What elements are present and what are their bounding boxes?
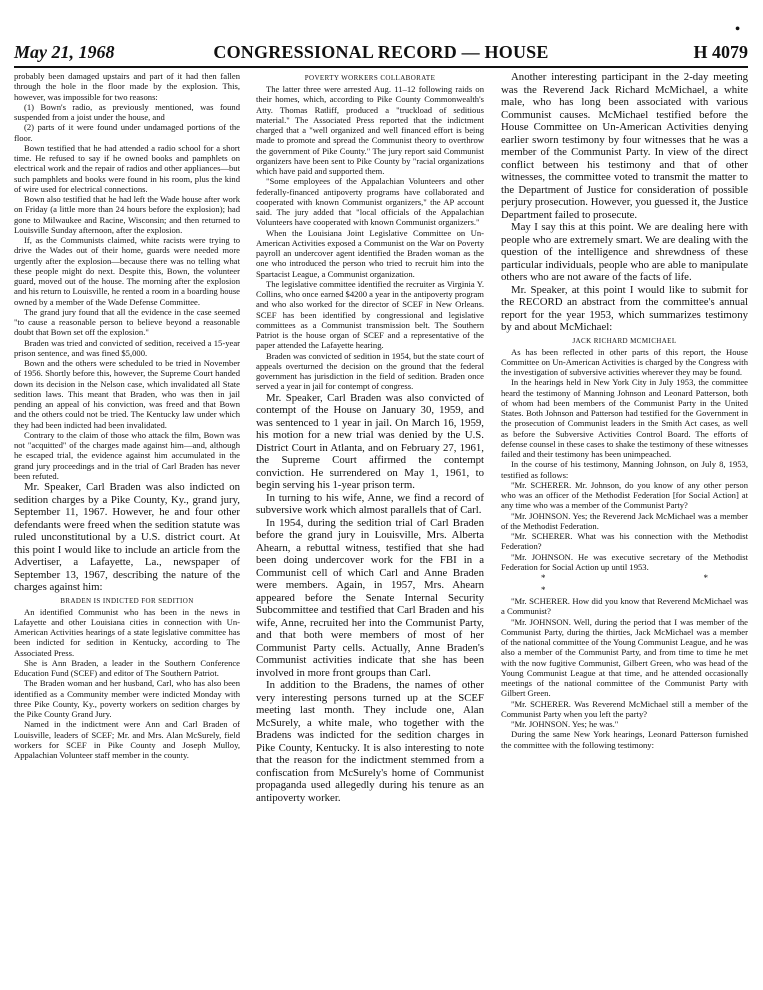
quote-paragraph: "Mr. SCHERER. Mr. Johnson, do you know of any other person who was an officer of the Methodist Federation [for Social Action] at any time who was a member of the Communist Party? [501, 479, 748, 511]
paragraph: She is Ann Braden, a leader in the Southern Conference Education Fund (SCEF) and editor of The Southern Patriot. [14, 657, 240, 678]
paragraph: Braden was convicted of sedition in 1954, but the state court of appeals overturned the decision on the ground that the federal government has jurisdiction in the field of sedition. Braden once served a year in jail for contempt of congress. [256, 350, 484, 392]
header-date: May 21, 1968 [14, 42, 115, 62]
paragraph: probably been damaged upstairs and part of it had then fallen through the hole in the floor made by the explosion. This, however, was impossible for two reasons: [14, 71, 240, 102]
quote-paragraph: "Mr. JOHNSON. Yes; he was." [511, 719, 619, 729]
paragraph: The latter three were arrested Aug. 11–12 following raids on their homes, which, according to Pike County Commonwealth's Atty. Thomas Ratliff, produced a "truckload of seditious material." The Associated Press reported that the indictment charged that a "well organized and well financed effort is being made to promote and spread the Communist theory to overthrow the government of Pike County." The jury report said Communist organizers have been sent to Pike County by "racial organizations which have paid and supported them. [256, 84, 484, 176]
paragraph: The legislative committee identified the recruiter as Virginia Y. Collins, who once earned $4200 a year in the antipoverty program and who also worked for the director of SCEF in New Orleans. SCEF has been identified by congressional and legislative committees as a Communist transmission belt. The Southern Patriot is the house organ of SCEF and a representative of the paper attended the Lafayette hearing. [256, 278, 484, 351]
paragraph: The Braden woman and her husband, Carl, who has also been identified as a Community member were indicted Monday with three Pike County, Ky., poverty workers on sedition charges by the Pike County Grand Jury. [14, 678, 240, 719]
paragraph: If, as the Communists claimed, white racists were trying to drive the Wades out of their home, guards were needed more urgently after the explosion—because there was no telling what these people might do next. Despite this, Bown, the volunteer guard, moved out of the house. The morning after the explosion and his return to Louisville, he rented a room in a boarding house owned by a member of the Wade Defense Committee. [14, 235, 240, 307]
quote-paragraph: "Mr. SCHERER. Was Reverend McMichael still a member of the Communist Party when you left the party? [501, 698, 748, 719]
paragraph: Contrary to the claim of those who attack the film, Bown was not "acquitted" of the charges made against him—and, although he escaped trial, the evidence against him accumulated in the grand jury proceedings and in the trial of Carl Braden has never been refuted. [14, 429, 240, 481]
paragraph: In 1954, during the sedition trial of Carl Braden before the grand jury in Louisville, Mrs. Alberta Ahearn, a rebuttal witness, testified that she had been doing undercover work for the FBI in a Communist cell of which Carl and Anne Braden were members. Again, in 1957, Mrs. Ahearn appeared before the Senate Internal Security Subcommittee and testified that Carl Braden and his wife, Anne, recruited her into the Communist Party, and that both were members of most of her Communist Party cells. Actually, Anne Braden's Communist activities indicate that she has been involved in more front groups than Carl. [256, 516, 484, 679]
header-title: CONGRESSIONAL RECORD — HOUSE [213, 42, 549, 62]
paragraph: Bown testified that he had attended a radio school for a short time. He refused to say if he owned books and pamphlets on electrical work and the repair of radios and other appliances—but such pamphlets and books were found in his room, plus the kind of wire used for electrical connections. [14, 142, 240, 194]
paragraph: (1) Bown's radio, as previously mentioned, was found suspended from a joist under the house, and [14, 101, 240, 122]
paragraph: (2) parts of it were found under undamaged portions of the floor. [14, 122, 240, 143]
column-3 [501, 71, 748, 986]
paragraph: Mr. Speaker, Carl Braden was also convicted of contempt of the House on January 30, 1959, and was sentenced to 1 year in jail. On March 16, 1959, his motion for a new trial was denied by the U.S. District Court in Atlanta, and on February 27, 1961, the Supreme Court affirmed the contempt conviction. He surrendered on May 1, 1961, to begin serving his 1-year prison term. [256, 391, 484, 491]
quote-paragraph: "Mr. JOHNSON. Yes; the Reverend Jack McMichael was a member of the Methodist Federation. [501, 510, 748, 531]
header-rule [14, 66, 748, 68]
paragraph: In the course of his testimony, Manning Johnson, on July 8, 1953, testified as follows: [501, 459, 748, 480]
corner-mark: • [735, 22, 740, 37]
paragraph: Named in the indictment were Ann and Carl Braden of Louisville, leaders of SCEF; Mr. and Mrs. Alan McSurely, field workers for SCEF in Pike County and Joseph Mulloy, Appalachian Volunteer staff member in the county. [14, 719, 240, 760]
paragraph: An identified Communist who has been in the news in Lafayette and other Louisiana cities in connection with Un-American Activities hearings of a state legislative committee has been indicted for sedition in Kentucky, according to The Associated Press. [14, 606, 240, 658]
page-header [14, 22, 748, 68]
column-1 [14, 71, 240, 986]
paragraph: The grand jury found that all the evidence in the case seemed "to cause a reasonable person to believe beyond a reasonable doubt that Bown set off the explosion." [14, 306, 240, 338]
header-page-number: H 4079 [693, 42, 748, 62]
quote-paragraph: "Mr. SCHERER. What was his connection with the Methodist Federation? [501, 531, 748, 552]
paragraph: Mr. Speaker, at this point I would like to submit for the RECORD an abstract from the committee's annual report for the year 1953, which summarizes testimony by and about McMichael: [501, 283, 748, 333]
paragraph: Mr. Speaker, Carl Braden was also indicted on sedition charges by a Pike County, Ky., grand jury, September 11, 1967. However, he and four other defendants were freed when the sedition statute was ruled unconstitutional by a U.S. district court. At this point I would like to include an article from the Advertiser, a Lafayette, La., newspaper of September 13, 1967, describing the nature of the charges against him: [14, 481, 240, 593]
paragraph: In turning to his wife, Anne, we find a record of subversive work which almost parallels that of Carl. [256, 491, 484, 516]
paragraph: In the hearings held in New York City in July 1953, the committee heard the testimony of Manning Johnson and Leonard Patterson, both of whom had been members of the Communist Party in the United States. Both Johnson and Patterson had testified for the Government in the prosecution of Communist leaders in the Smith Act cases, as well as before the Subversive Activities Control Board. The efforts of defense counsel in these cases to shake the testimony of these witnesses failed and their testimony has been unimpeached. [501, 377, 748, 459]
section-heading: POVERTY WORKERS COLLABORATE [304, 74, 436, 82]
paragraph: During the same New York hearings, Leonard Patterson furnished the committee with the following testimony: [501, 729, 748, 750]
paragraph: Bown and the others were scheduled to be tried in November of 1956. Shortly before this, however, the Supreme Court handed down its decision in the Nelson case, which invalidated all State sedition laws. This meant that Braden, who was then in jail pending an appeal of his conviction, was freed and that Bown and the others could not be tried. The Kentucky law under which they had been indicted had been invalidated. [14, 358, 240, 430]
quote-paragraph: "Mr. JOHNSON. Well, during the period that I was member of the Communist Party, during the thirties, Jack McMichael was a member of the national committee of the Young Communist League, and he was also a member of the Communist Party, and from time to time he met with the now fugitive Communist, Gilbert Green, who was head of the Young Communist League at that time, and he attended occasionally meetings of the national committee of the Communist Party with Gilbert Green. [501, 616, 748, 699]
column-2 [256, 71, 484, 986]
paragraph: When the Louisiana Joint Legislative Committee on Un-American Activities exposed a Communist on the War on Poverty payroll an undercover agent identified the Braden woman as the one who introduced the person who tried to recruit him into the Spartacist League, a Communist organization. [256, 227, 484, 279]
paragraph: Another interesting participant in the 2-day meeting was the Reverend Jack Richard McMichael, a white male, who has long been associated with various Communist causes. McMichael testified before the House Committee on Un-American Activities denying earlier sworn testimony by four witnesses that he was a member of the Communist Party. In view of the direct conflict between his testimony and that of other witnesses, the committee voted to transmit the matter to the Department of Justice for consideration of possible perjury prosecution. However, you guessed it, the Justice Department failed to prosecute. [501, 71, 748, 221]
paragraph: As has been reflected in other parts of this report, the House Committee on Un-American Activities is charged by the Congress with the investigation of subversive activities wherever they may be found. [501, 346, 748, 377]
paragraph: May I say this at this point. We are dealing here with people who are extremely smart. We are dealing with the question of the intelligence and shrewdness of these particular individuals, people who are able to manipulate others who are not aware of the facts of life. [501, 221, 748, 283]
section-heading: BRADEN IS INDICTED FOR SEDITION [60, 596, 194, 605]
paragraph: Bown also testified that he had left the Wade house after work on Friday (a little more than 24 hours before the explosion); had gone to Milwaukee and Racine, Wisconsin; and then returned to Louisville Sunday afternoon, after the explosion. [14, 194, 240, 235]
ellipsis-separator: * * * [541, 573, 748, 595]
paragraph: "Some employees of the Appalachian Volunteers and other federally-financed antipoverty programs have collaborated and cooperated with known Communist organizers," the AP account said. The jury added that "local officials of the Appalachian Volunteers have cooperated with known Communist organizers." [256, 176, 484, 228]
quote-paragraph: "Mr. SCHERER. How did you know that Reverend McMichael was a Communist? [501, 596, 748, 617]
quote-paragraph: "Mr. JOHNSON. He was executive secretary of the Methodist Federation for Social Action up until 1953. [501, 551, 748, 572]
paragraph: Braden was tried and convicted of sedition, received a 15-year prison sentence, and was fined $5,000. [14, 337, 240, 358]
section-heading: JACK RICHARD MCMICHAEL [572, 336, 677, 345]
paragraph: In addition to the Bradens, the names of other very interesting persons turned up at the SCEF meeting last month. They include one, Alan McSurely, a white male, who together with the Bradens was indicted for the sedition charges in Pike County, Kentucky. It is also interesting to note that the reason for the indictment stemmed from a confiscation from McSurely's home of Communist propaganda used allegedly during his tenure as an antipoverty worker. [256, 679, 484, 804]
